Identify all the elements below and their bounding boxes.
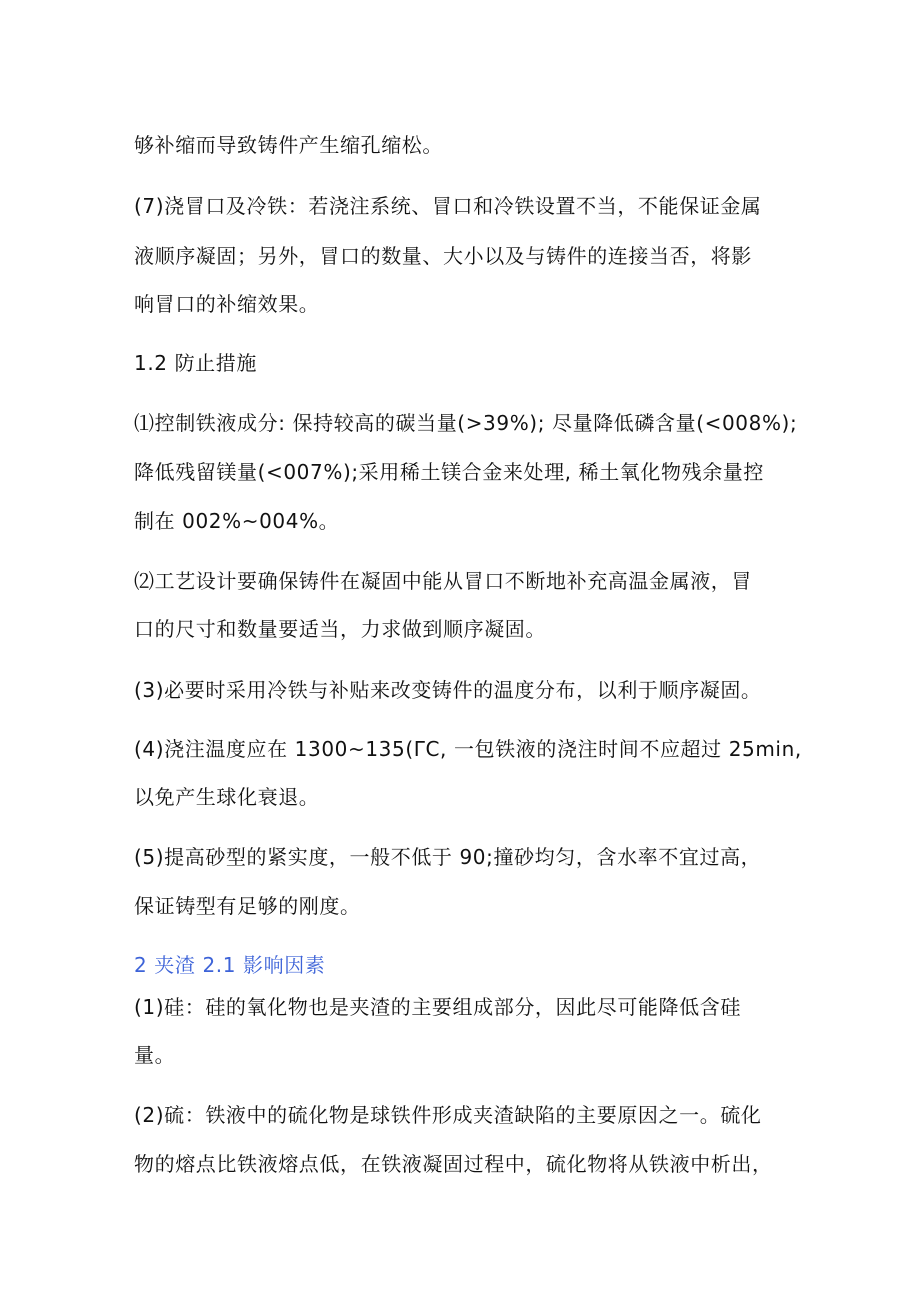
paragraph-silicon-line-1: (1)硅：硅的氧化物也是夹渣的主要组成部分，因此尽可能降低含硅	[134, 995, 741, 1019]
paragraph-process-design-line-2: 口的尺寸和数量要适当，力求做到顺序凝固。	[134, 617, 546, 641]
paragraph-chill-padding-line-1: (3)必要时采用冷铁与补贴来改变铸件的温度分布，以利于顺序凝固。	[134, 678, 762, 702]
paragraph-sulfur-line-2: 物的熔点比铁液熔点低，在铁液凝固过程中，硫化物将从铁液中析出，	[134, 1152, 773, 1176]
paragraph-process-design-line-1: ⑵工艺设计要确保铸件在凝固中能从冒口不断地补充高温金属液，冒	[134, 569, 752, 593]
paragraph-sand-mold-line-1: (5)提高砂型的紧实度，一般不低于 90;撞砂均匀，含水率不宜过高，	[134, 845, 762, 869]
section-heading-slag-inclusion: 2 夹渣 2.1 影响因素	[134, 953, 326, 977]
paragraph-sand-mold-line-2: 保证铸型有足够的刚度。	[134, 894, 361, 918]
paragraph-sulfur-line-1: (2)硫：铁液中的硫化物是球铁件形成夹渣缺陷的主要原因之一。硫化	[134, 1103, 762, 1127]
paragraph-silicon-line-2: 量。	[134, 1043, 176, 1067]
paragraph-pouring-temp-line-2: 以免产生球化衰退。	[134, 785, 320, 809]
paragraph-riser-chill-line-1: (7)浇冒口及冷铁：若浇注系统、冒口和冷铁设置不当，不能保证金属	[134, 194, 762, 218]
paragraph-riser-chill-line-3: 响冒口的补缩效果。	[134, 292, 320, 316]
paragraph-shrinkage-end-line-1: 够补缩而导致铸件产生缩孔缩松。	[134, 133, 443, 157]
section-heading-prevention: 1.2 防止措施	[134, 351, 257, 375]
paragraph-iron-composition-line-3: 制在 002%~004%。	[134, 509, 340, 533]
paragraph-iron-composition-line-1: ⑴控制铁液成分: 保持较高的碳当量(>39%); 尽量降低磷含量(<008%);	[134, 411, 798, 435]
paragraph-riser-chill-line-2: 液顺序凝固；另外，冒口的数量、大小以及与铸件的连接当否，将影	[134, 244, 752, 268]
paragraph-iron-composition-line-2: 降低残留镁量(<007%);采用稀土镁合金来处理, 稀土氧化物残余量控	[134, 460, 764, 484]
paragraph-pouring-temp-line-1: (4)浇注温度应在 1300~135(ΓC, 一包铁液的浇注时间不应超过 25min,	[134, 737, 802, 761]
